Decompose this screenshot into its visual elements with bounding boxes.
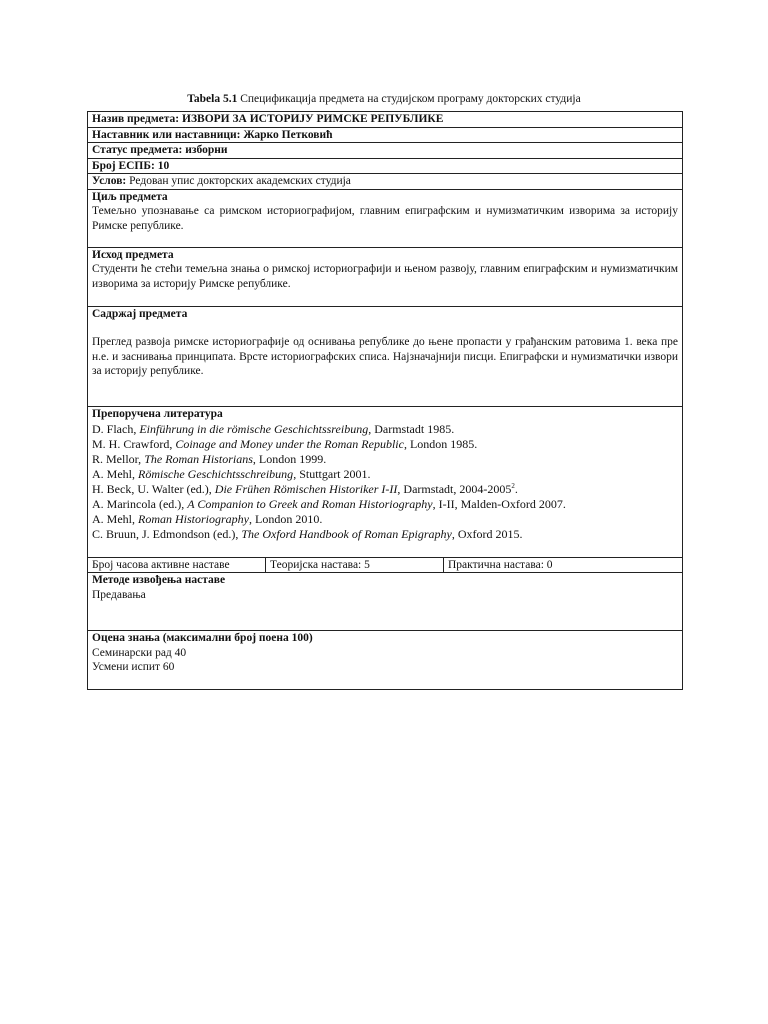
literature-title: The Roman Historians (144, 451, 253, 466)
course-name-row (88, 112, 683, 128)
literature-author: R. Mellor, (92, 451, 145, 466)
outcome-row (88, 247, 683, 306)
grading-line-2: Усмени испит 60 (92, 661, 175, 673)
content-row (88, 306, 683, 406)
content-text: Преглед развоја римске историографије од оснивања републике до њене пропасти у грађанским ратовима 1. века пре н.е. и заснивања принципата. Врсте историографских списа. Најзначајнији писци. Епиграфски и нумизматички извори за историју републике. (92, 336, 678, 377)
teachers-value: Жарко Петковић (243, 128, 333, 141)
literature-title: Coinage and Money under the Roman Republic (175, 436, 404, 451)
table-caption (0, 93, 768, 105)
literature-author: A. Mehl, (92, 511, 138, 526)
condition-row (88, 174, 683, 190)
table-caption-label: Tabela 5.1 (187, 93, 238, 105)
outcome-text: Студенти ће стећи темељна знања о римској историографији и њеном развоју, главним епиграфским и нумизматичким изворима за историју Римске републике. (92, 263, 678, 290)
literature-row (88, 406, 683, 557)
course-spec-table (87, 111, 683, 690)
goal-text: Темељно упознавање са римском историографијом, главним епиграфским и нумизматичким изворима за историју Римске републике. (92, 205, 678, 232)
hours-theory-cell (266, 557, 444, 573)
hours-practice: Практична настава: 0 (448, 558, 553, 571)
literature-title: Einführung in die römische Geschichtssreibung (139, 421, 369, 436)
course-name-label: Назив предмета: (92, 113, 180, 125)
grading-heading: Оцена знања (максимални број поена 100) (92, 632, 313, 644)
literature-details: , Stuttgart 2001. (293, 466, 371, 481)
literature-title: The Oxford Handbook of Roman Epigraphy (241, 526, 452, 541)
teachers-label: Наставник или наставници: (92, 128, 241, 141)
condition-label: Услов: (92, 175, 127, 187)
hours-theory: Теоријска настава: 5 (270, 558, 370, 571)
grading-row (88, 631, 683, 690)
ects-label: Број ЕСПБ: (92, 159, 155, 172)
hours-practice-cell (444, 557, 683, 573)
ects-value: 10 (157, 159, 170, 172)
status-value: изборни (185, 144, 228, 156)
literature-details: , London 1985. (403, 436, 478, 451)
condition-value: Редован упис докторских академских студија (129, 175, 351, 187)
status-label: Статус предмета: (92, 144, 183, 156)
literature-item (92, 422, 678, 437)
literature-details: , London 1999. (252, 451, 327, 466)
teachers-row (88, 127, 683, 143)
literature-author: C. Bruun, J. Edmondson (ed.), (92, 526, 242, 541)
literature-author: A. Mehl, (92, 466, 138, 481)
literature-title: Roman Historiography (138, 511, 249, 526)
literature-author: A. Marincola (ed.), (92, 496, 188, 511)
table-caption-text: Спецификација предмета на студијском програму докторских студија (240, 93, 581, 105)
literature-item (92, 437, 678, 452)
literature-details: , I-II, Malden-Oxford 2007. (432, 496, 566, 511)
hours-active-cell (88, 557, 266, 573)
literature-details: , Darmstadt, 2004-2005 (397, 481, 512, 496)
outcome-heading: Исход предмета (92, 248, 174, 261)
literature-item (92, 497, 678, 512)
grading-line-1: Семинарски рад 40 (92, 646, 187, 659)
literature-item (92, 452, 678, 467)
goal-row (88, 189, 683, 247)
content-heading: Садржај предмета (92, 307, 188, 320)
literature-list (92, 422, 678, 542)
status-row (88, 143, 683, 159)
literature-author: H. Beck, U. Walter (ed.), (92, 481, 215, 496)
literature-details: , London 2010. (249, 511, 323, 526)
goal-heading: Циљ предмета (92, 190, 168, 203)
hours-row (88, 557, 683, 573)
literature-title: A Companion to Greek and Roman Historiography (187, 496, 433, 511)
ects-row (88, 158, 683, 174)
methods-row (88, 573, 683, 631)
course-name-value: ИЗВОРИ ЗА ИСТОРИЈУ РИМСКЕ РЕПУБЛИКЕ (182, 113, 444, 125)
literature-item (92, 482, 678, 497)
literature-item (92, 527, 678, 542)
literature-footnote: 2 (511, 481, 515, 490)
literature-title: Die Frühen Römischen Historiker I-II (214, 481, 398, 496)
literature-author: M. H. Crawford, (92, 436, 176, 451)
literature-details: , Darmstadt 1985. (368, 421, 455, 436)
literature-tail: . (514, 481, 518, 496)
methods-text: Предавања (92, 588, 146, 601)
literature-item (92, 512, 678, 527)
hours-active: Број часова активне наставе (92, 558, 230, 571)
literature-author: D. Flach, (92, 421, 140, 436)
methods-heading: Методе извођења наставе (92, 574, 226, 586)
literature-details: , Oxford 2015. (451, 526, 523, 541)
literature-heading: Препоручена литература (92, 407, 223, 420)
literature-item (92, 467, 678, 482)
literature-title: Römische Geschichtsschreibung (138, 466, 294, 481)
